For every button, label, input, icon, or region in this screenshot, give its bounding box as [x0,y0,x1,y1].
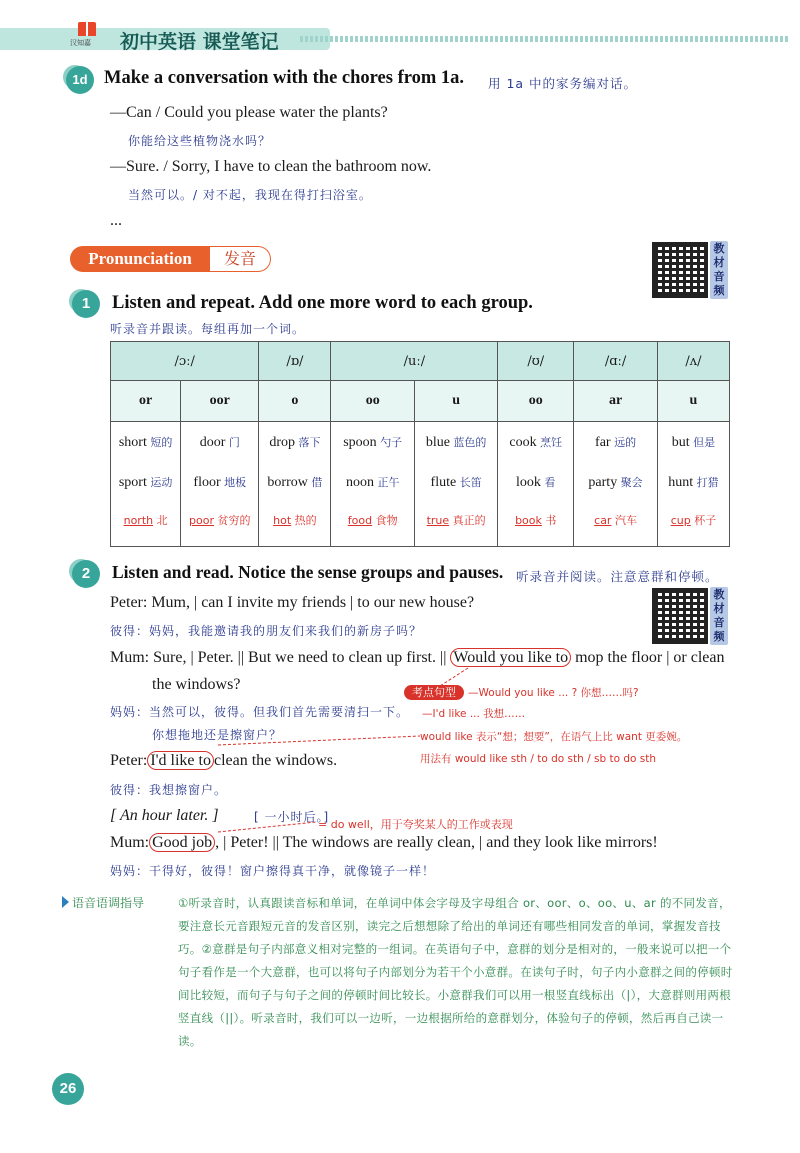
idlike-note: —I'd like ... 我想…… [422,708,526,720]
section-badge-1d: 1d [66,66,94,94]
spelling-cell: u [415,381,498,422]
section-2-heading: Listen and read. Notice the sense groups and pauses. [112,562,504,582]
translation-note: 妈妈：当然可以，彼得。但我们首先需要清扫一下。 [110,705,410,719]
pronunciation-label: Pronunciation 发音 [70,246,274,272]
dialogue-line: Peter: I'd like to clean the windows. [110,752,338,769]
ipa-cell: /ʊ/ [498,342,574,381]
dialogue-line: Mum: Sure, | Peter. || But we need to clean up first. || Would you like to mop the floor | or clean [110,649,725,666]
dialogue-line: Peter: Mum, | can I invite my friends | to our new house? [110,594,475,611]
dialogue-line: Mum: Good job , | Peter! || The windows are really clean, | and they look like mirrors! [110,834,658,851]
section-badge-2: 2 [72,560,100,588]
word-cell: door 门 floor 地板 poor 贫穷的 [181,422,259,547]
header-title: 初中英语 课堂笔记 [120,31,279,53]
ipa-cell: /ʌ/ [657,342,729,381]
grammar-explanation: would like 表示“想；想要”，在语气上比 want 更委婉。 [420,731,688,743]
word-cell: blue 蓝色的 flute 长笛 true 真正的 [415,422,498,547]
key-pattern-tag: 考点句型 [404,685,464,700]
dialogue-line: the windows? [152,676,241,693]
grammar-explanation: 用法有 would like sth / to do sth / sb to do sth [420,753,656,765]
circled-phrase: Good job [149,833,215,852]
pronunciation-guide-label: 语音语调指导 [62,893,174,913]
translation-note: 彼得：妈妈，我能邀请我的朋友们来我们的新房子吗？ [110,624,423,638]
dialogue-line: —Can / Could you please water the plants? [110,104,388,121]
spelling-cell: oor [181,381,259,422]
ipa-cell: /ɔː/ [111,342,259,381]
word-cell: but 但是 hunt 打猎 cup 杯子 [657,422,729,547]
spelling-cell: o [259,381,331,422]
audio-label: 教材音频 [710,241,728,299]
spelling-cell: oo [498,381,574,422]
section-1d-heading: Make a conversation with the chores from 1a. [104,68,465,88]
translation-note: [ 一小时后。] [254,810,330,824]
word-cell: drop 落下 borrow 借 hot 热的 [259,422,331,547]
word-cell: short 短的 sport 运动 north 北 [111,422,181,547]
circled-phrase: I'd like to [147,751,214,770]
arrow-icon [62,896,69,908]
spelling-cell: u [657,381,729,422]
translation-note: 彼得：我想擦窗户。 [110,783,228,797]
ipa-cell: /ɑː/ [574,342,658,381]
section-1-heading: Listen and repeat. Add one more word to each group. [112,293,533,313]
page-number: 26 [52,1073,84,1105]
ipa-cell: /uː/ [331,342,498,381]
goodjob-note: = do well，用于夸奖某人的工作或表现 [318,818,513,831]
ipa-cell: /ɒ/ [259,342,331,381]
spelling-cell: oo [331,381,415,422]
translation-note: 你想拖地还是擦窗户？ [152,728,283,742]
dialogue-line: —Sure. / Sorry, I have to clean the bathroom now. [110,158,432,175]
word-cell: spoon 勺子 noon 正午 food 食物 [331,422,415,547]
stage-direction: [ An hour later. ] [110,807,219,824]
translation-note: 你能给这些植物浇水吗？ [128,134,272,148]
audio-label: 教材音频 [710,587,728,645]
spelling-cell: or [111,381,181,422]
key-pattern-note: 考点句型 —Would you like ... ? 你想……吗? [404,683,639,701]
section-2-note: 听录音并阅读。注意意群和停顿。 [516,569,719,584]
circled-phrase: Would you like to [450,648,571,667]
translation-note: 妈妈：干得好，彼得！窗户擦得真干净，就像镜子一样！ [110,864,436,878]
word-cell: far 远的 party 聚会 car 汽车 [574,422,658,547]
section-1-note: 听录音并跟读。每组再加一个词。 [110,322,306,336]
section-badge-1: 1 [72,290,100,318]
word-cell: cook 烹饪 look 看 book 书 [498,422,574,547]
publisher-logo: 汉知嘉 [68,22,108,52]
section-1d-note: 用 1a 中的家务编对话。 [488,76,638,91]
translation-note: 当然可以。/ 对不起，我现在得打扫浴室。 [128,188,372,202]
ellipsis: ... [110,212,122,229]
pronunciation-guide-text: ①听录音时，认真跟读音标和单词，在单词中体会字母及字母组合 or、oor、o、oo、u、ar 的不同发音，要注意长元音跟短元音的发音区别，读完之后想想除了给出的单词还有哪些相同发音的单词，掌握发音技巧。②意群是句子内部意义相对完整的一组词。在英语句子中，意群的划分是相对的，一般来说可以把一个句子看作是一个大意群，也可以将句子内部划分为若干个小意群。在读句子时，句子内小意群之间的停顿时间比较短，而句子与句子之间的停顿时间比较长。小意群我们可以用一根竖直线标出（|），大意群则用两根竖直线（||）。听录音时，我们可以一边听，一边根据所给的意群划分，体验句子的停顿，然后再自己读一读。 [178,896,733,1048]
spelling-cell: ar [574,381,658,422]
